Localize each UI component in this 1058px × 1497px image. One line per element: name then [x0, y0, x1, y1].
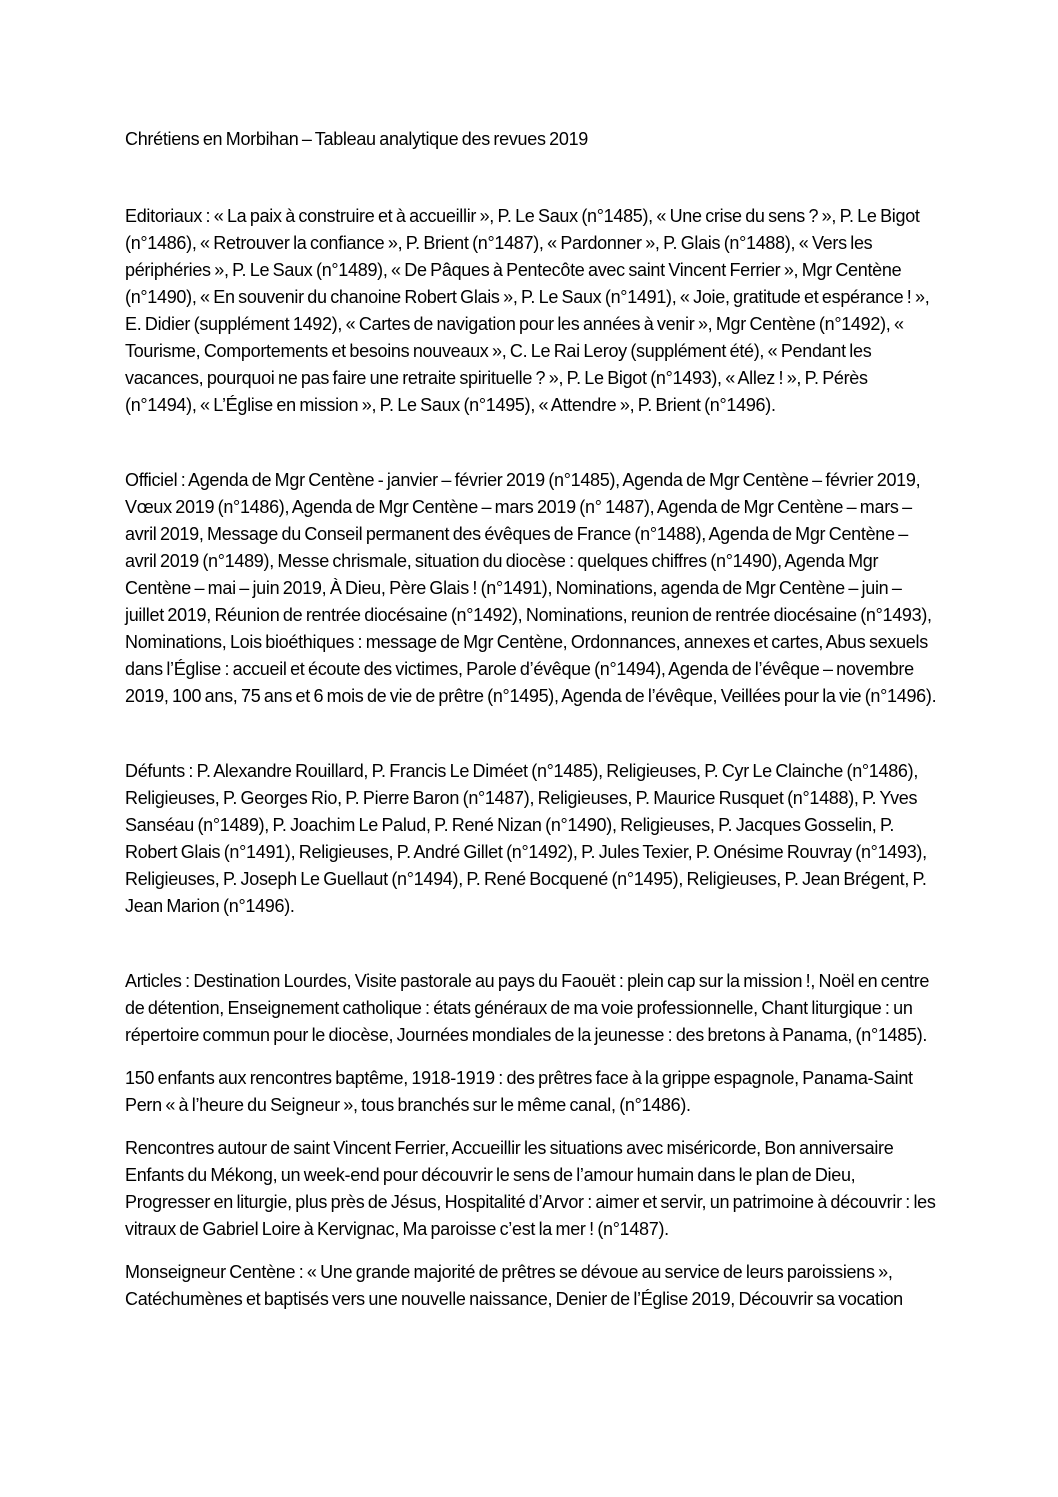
paragraph-articles-1485: Articles : Destination Lourdes, Visite pastorale au pays du Faouët : plein cap sur la mission !, Noël en centre de détention, Enseignement catholique : états généraux de ma voie professionnelle, Chant liturgique : un répertoire commun pour le diocèse, Journées mondiales de la jeunesse : des bretons à Panama, (n°1485).: [125, 971, 930, 1045]
paragraph-articles-1487: Rencontres autour de saint Vincent Ferrier, Accueillir les situations avec miséricorde, Bon anniversaire Enfants du Mékong, un week-end pour découvrir le sens de l’amour humain dans le plan de Dieu, Progresser en liturgie, plus près de Jésus, Hospitalité d’Arvor : aimer et servir, un patrimoine à découvrir : les vitraux de Gabriel Loire à Kervignac, Ma paroisse c’est la mer ! (n°1487).: [125, 1138, 936, 1239]
paragraph-editoriaux: Editoriaux : « La paix à construire et à accueillir », P. Le Saux (n°1485), « Une crise du sens ? », P. Le Bigot (n°1486), « Retrouver la confiance », P. Brient (n°1487), « Pardonner », P. Glais (n°1488), « Vers les périphéries », P. Le Saux (n°1489), « De Pâques à Pentecôte avec saint Vincent Ferrier », Mgr Centène (n°1490), « En souvenir du chanoine Robert Glais », P. Le Saux (n°1491), « Joie, gratitude et espérance ! », E. Didier (supplément 1492), « Cartes de navigation pour les années à venir », Mgr Centène (n°1492), « Tourisme, Comportements et besoins nouveaux », C. Le Rai Leroy (supplément été), « Pendant les vacances, pourquoi ne pas faire une retraite spirituelle ? », P. Le Bigot (n°1493), « Allez ! », P. Pérès (n°1494), « L’Église en mission », P. Le Saux (n°1495), « Attendre », P. Brient (n°1496).: [125, 206, 930, 415]
paragraph-officiel: Officiel : Agenda de Mgr Centène - janvier – février 2019 (n°1485), Agenda de Mgr Centène – février 2019, Vœux 2019 (n°1486), Agenda de Mgr Centène – mars 2019 (n° 1487), Agenda de Mgr Centène – mars – avril 2019, Message du Conseil permanent des évêques de France (n°1488), Agenda de Mgr Centène – avril 2019 (n°1489), Messe chrismale, situation du diocèse : quelques chiffres (n°1490), Agenda Mgr Centène – mai – juin 2019, À Dieu, Père Glais ! (n°1491), Nominations, agenda de Mgr Centène – juin – juillet 2019, Réunion de rentrée diocésaine (n°1492), Nominations, reunion de rentrée diocésaine (n°1493), Nominations, Lois bioéthiques : message de Mgr Centène, Ordonnances, annexes et cartes, Abus sexuels dans l’Église : accueil et écoute des victimes, Parole d’évêque (n°1494), Agenda de l’évêque – novembre 2019, 100 ans, 75 ans et 6 mois de vie de prêtre (n°1495), Agenda de l’évêque, Veillées pour la vie (n°1496).: [125, 470, 937, 706]
paragraph-defunts: Défunts : P. Alexandre Rouillard, P. Francis Le Diméet (n°1485), Religieuses, P. Cyr Le Clainche (n°1486), Religieuses, P. Georges Rio, P. Pierre Baron (n°1487), Religieuses, P. Maurice Rusquet (n°1488), P. Yves Sanséau (n°1489), P. Joachim Le Palud, P. René Nizan (n°1490), Religieuses, P. Jacques Gosselin, P. Robert Glais (n°1491), Religieuses, P. André Gillet (n°1492), P. Jules Texier, P. Onésime Rouvray (n°1493), Religieuses, P. Joseph Le Guellaut (n°1494), P. René Bocquené (n°1495), Religieuses, P. Jean Brégent, P. Jean Marion (n°1496).: [125, 761, 927, 916]
paragraph-articles-1488: Monseigneur Centène : « Une grande majorité de prêtres se dévoue au service de leurs paroissiens », Catéchumènes et baptisés vers une nouvelle naissance, Denier de l’Église 2019, Découvrir sa vocation: [125, 1262, 903, 1309]
paragraph-articles-1486: 150 enfants aux rencontres baptême, 1918-1919 : des prêtres face à la grippe espagnole, Panama-Saint Pern « à l’heure du Seigneur », tous branchés sur le même canal, (n°1486).: [125, 1068, 913, 1115]
document-title: Chrétiens en Morbihan – Tableau analytique des revues 2019: [125, 129, 588, 149]
